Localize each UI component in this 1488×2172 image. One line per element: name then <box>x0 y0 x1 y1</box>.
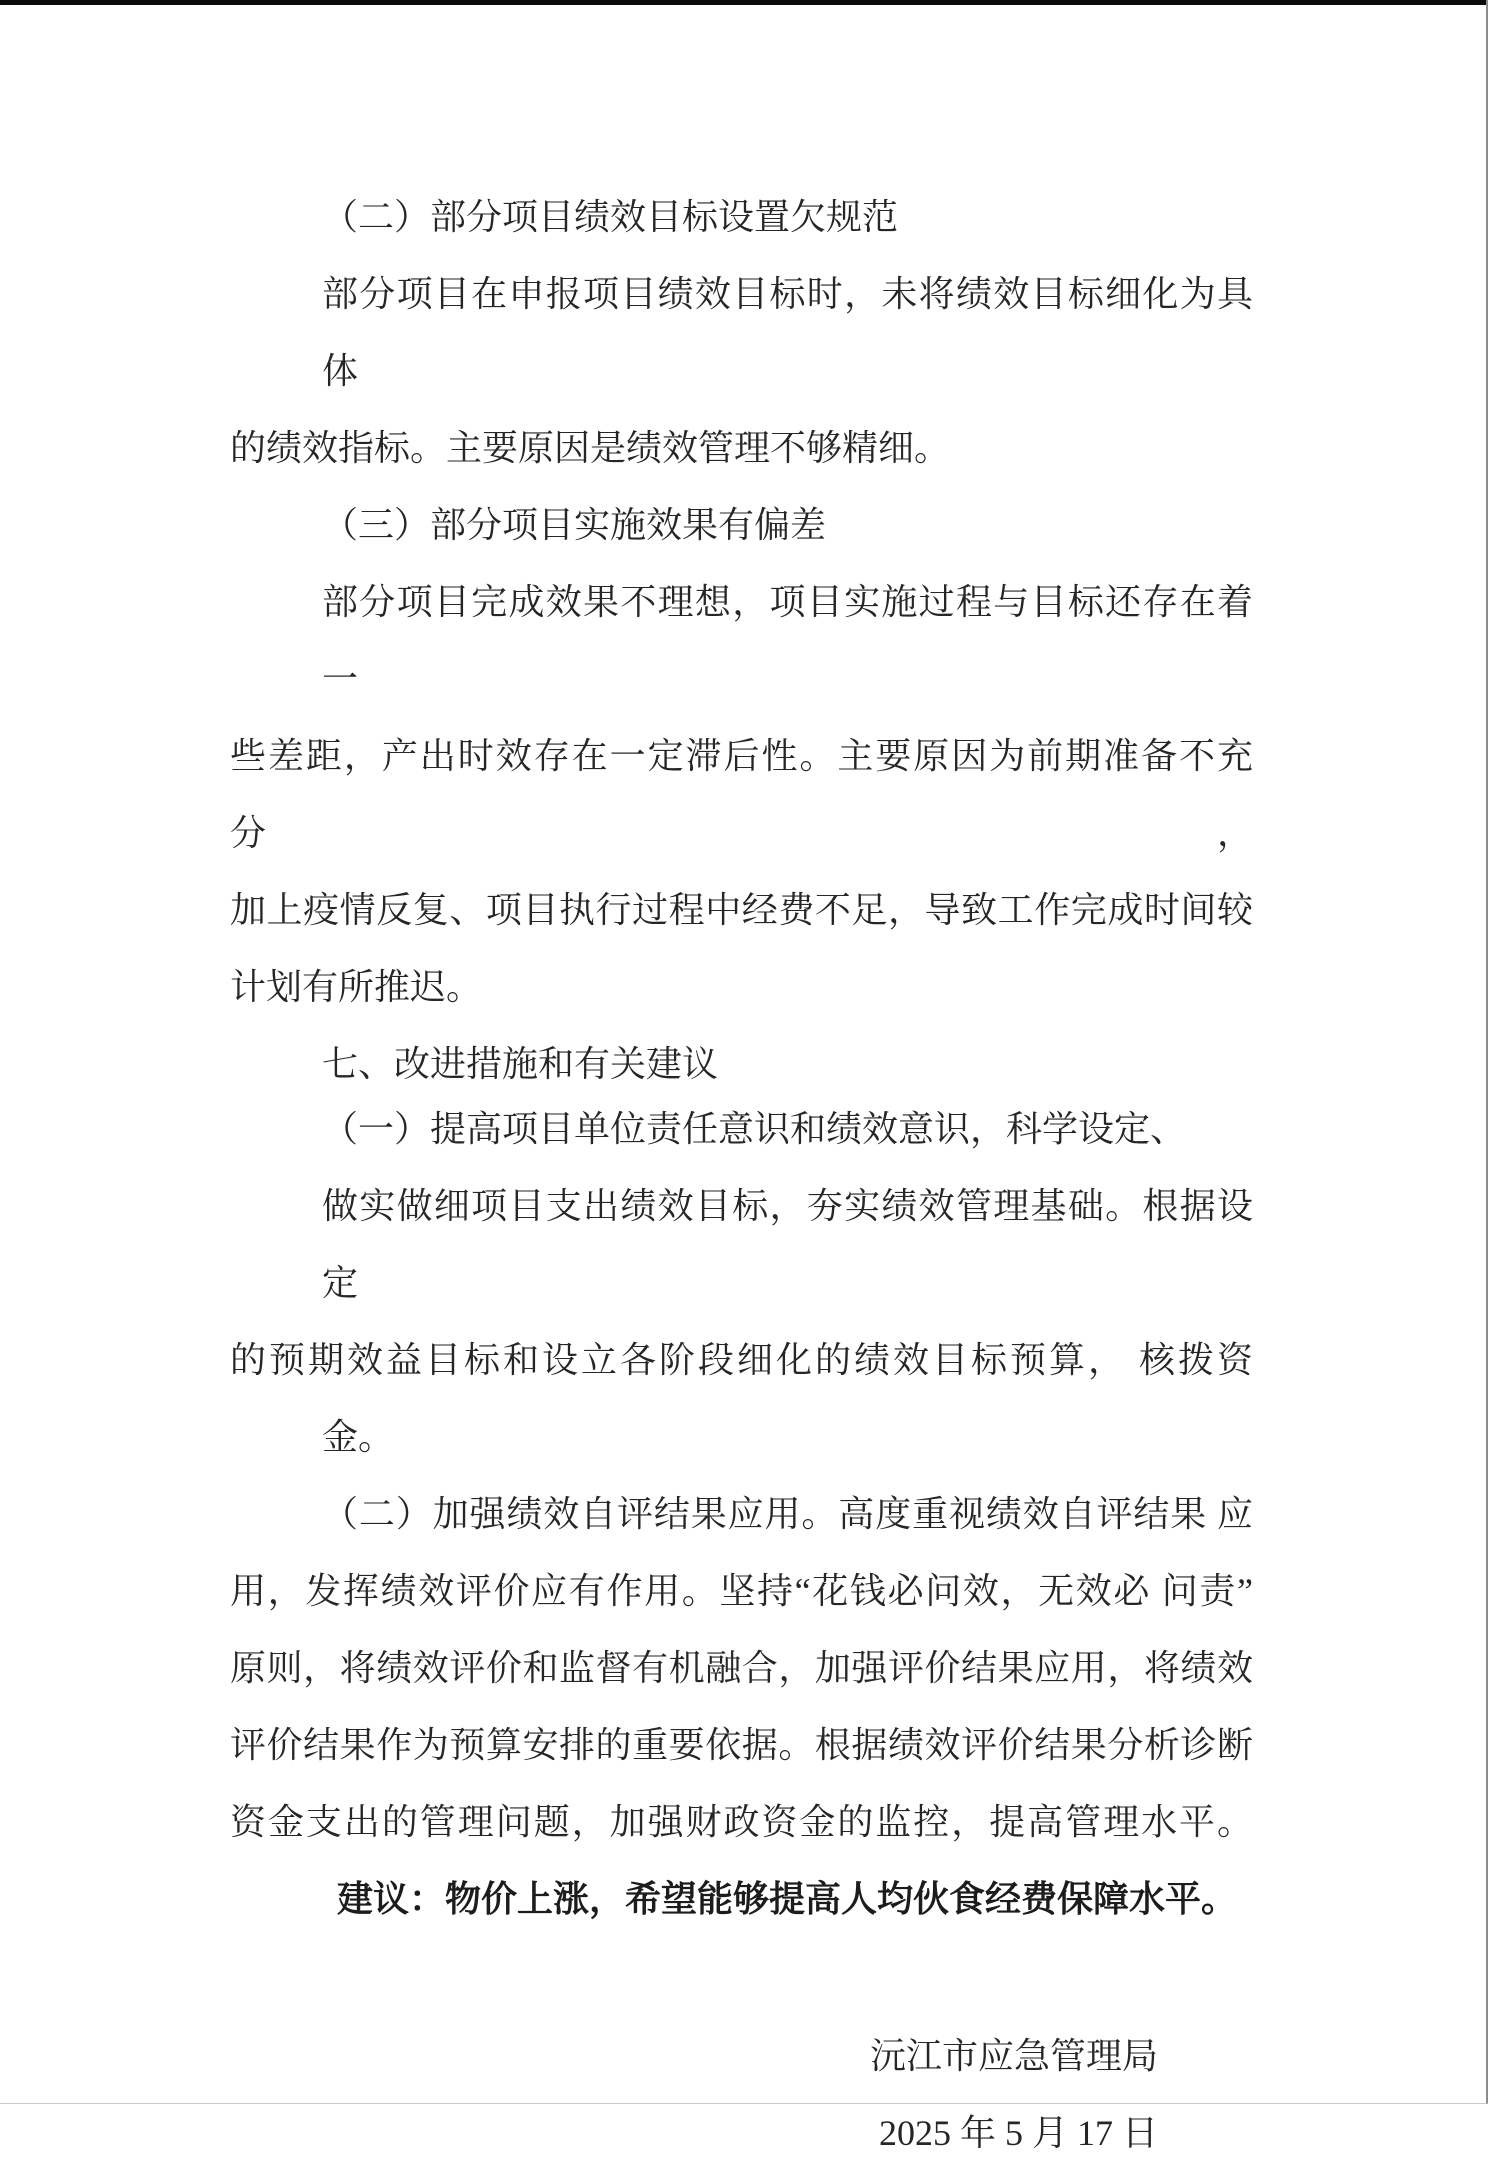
body-line: 原则，将绩效评价和监督有机融合，加强评价结果应用，将绩效 <box>230 1648 1253 1688</box>
body-line: 的绩效指标。主要原因是绩效管理不够精细。 <box>230 428 951 468</box>
body-line: 加上疫情反复、项目执行过程中经费不足，导致工作完成时间较 <box>230 890 1253 930</box>
body-line: 金。 <box>322 1417 395 1457</box>
page-top-edge <box>0 0 1486 5</box>
body-line: 用，发挥绩效评价应有作用。坚持“花钱必问效，无效必 问责” <box>230 1571 1253 1611</box>
suggestion-line: 建议：物价上涨，希望能够提高人均伙食经费保障水平。 <box>337 1879 1238 1919</box>
signature-org: 沅江市应急管理局 <box>869 2036 1158 2076</box>
body-line: 做实做细项目支出绩效目标，夯实绩效管理基础。根据设定 <box>322 1186 1253 1303</box>
body-line: 评价结果作为预算安排的重要依据。根据绩效评价结果分析诊断 <box>230 1725 1253 1765</box>
section-heading: （二）加强绩效自评结果应用。高度重视绩效自评结果 应 <box>322 1494 1253 1534</box>
body-line: 些差距，产出时效存在一定滞后性。主要原因为前期准备不充分， <box>230 736 1253 853</box>
signature-date: 2025 年 5 月 17 日 <box>878 2113 1158 2153</box>
section-heading: （一）提高项目单位责任意识和绩效意识，科学设定、 <box>322 1109 1187 1149</box>
body-line: 的预期效益目标和设立各阶段细化的绩效目标预算， 核拨资 <box>230 1340 1253 1380</box>
body-line: 部分项目完成效果不理想，项目实施过程与目标还存在着一 <box>322 582 1253 699</box>
section-heading: （三）部分项目实施效果有偏差 <box>322 505 827 545</box>
body-line: 计划有所推迟。 <box>230 967 483 1007</box>
body-line: 部分项目在申报项目绩效目标时，未将绩效目标细化为具体 <box>322 274 1253 391</box>
body-line: 资金支出的管理问题，加强财政资金的监控，提高管理水平。 <box>230 1802 1253 1842</box>
section-heading: （二）部分项目绩效目标设置欠规范 <box>322 197 899 237</box>
chapter-heading: 七、改进措施和有关建议 <box>322 1044 719 1084</box>
